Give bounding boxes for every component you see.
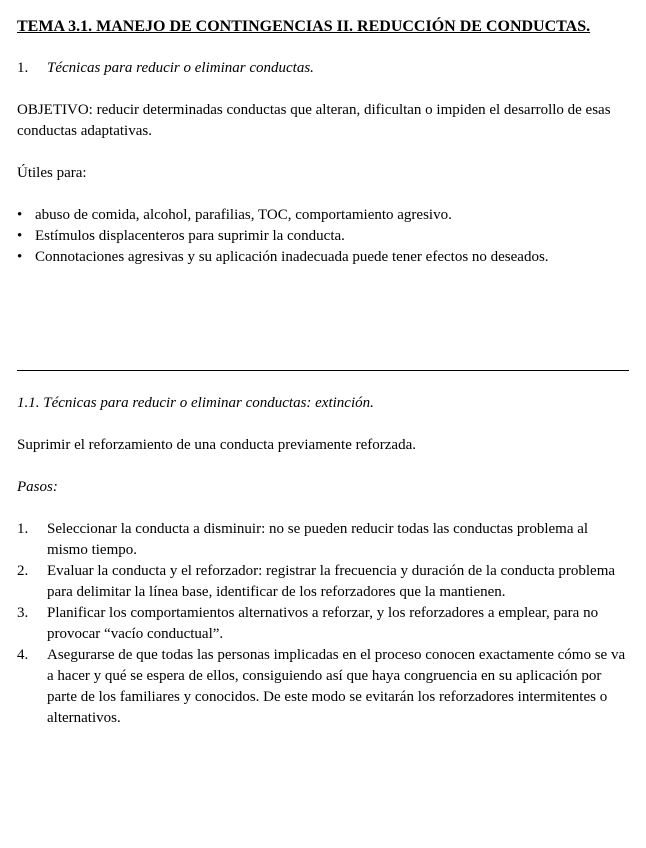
document-page bbox=[17, 16, 629, 268]
bullet-item bbox=[17, 226, 629, 247]
page-title: TEMA 3.1. MANEJO DE CONTINGENCIAS II. REDUCCIÓN DE CONDUCTAS. bbox=[17, 18, 591, 35]
step-number: 1. bbox=[17, 521, 29, 537]
section2-intro: Suprimir el reforzamiento de una conducta previamente reforzada. bbox=[17, 437, 416, 453]
step-number: 4. bbox=[17, 647, 29, 663]
useful-label: Útiles para: bbox=[17, 165, 87, 181]
objective-paragraph: OBJETIVO: reducir determinadas conductas que alteran, dificultan o impiden el desarrollo de esas conductas adaptativas. bbox=[17, 102, 611, 139]
section1-number: 1. bbox=[17, 60, 29, 76]
step-item bbox=[17, 561, 629, 603]
bullet-text: abuso de comida, alcohol, parafilias, TOC, comportamiento agresivo. bbox=[35, 207, 452, 223]
section1-heading bbox=[17, 58, 629, 79]
step-text: Evaluar la conducta y el reforzador: registrar la frecuencia y duración de la conducta problema para delimitar la línea base, identificar de los reforzadores que la mantienen. bbox=[47, 563, 616, 600]
section1-heading-text: Técnicas para reducir o eliminar conductas. bbox=[47, 60, 314, 76]
bullet-marker: • bbox=[17, 249, 23, 265]
step-text: Asegurarse de que todas las personas implicadas en el proceso conocen exactamente cómo se va a hacer y qué se espera de ellos, consiguiendo así que haya congruencia en su aplicación por parte de los familiares y conocidos. De este modo se evitarán los reforzadores intermitentes o alternativos. bbox=[47, 647, 626, 726]
step-item bbox=[17, 645, 629, 729]
bullet-marker: • bbox=[17, 207, 23, 223]
step-text: Seleccionar la conducta a disminuir: no se pueden reducir todas las conductas problema al mismo tiempo. bbox=[47, 521, 589, 558]
useful-bullet-list bbox=[17, 205, 629, 268]
bullet-text: Connotaciones agresivas y su aplicación inadecuada puede tener efectos no deseados. bbox=[35, 249, 549, 265]
steps-list bbox=[17, 519, 629, 729]
horizontal-divider bbox=[17, 370, 629, 371]
bullet-item bbox=[17, 205, 629, 226]
bullet-text: Estímulos displacenteros para suprimir la conducta. bbox=[35, 228, 345, 244]
bullet-marker: • bbox=[17, 228, 23, 244]
section2 bbox=[17, 393, 629, 729]
bullet-item bbox=[17, 247, 629, 268]
step-number: 3. bbox=[17, 605, 29, 621]
steps-label: Pasos: bbox=[17, 479, 58, 495]
step-item bbox=[17, 519, 629, 561]
step-text: Planificar los comportamientos alternativos a reforzar, y los reforzadores a emplear, para no provocar “vacío conductual”. bbox=[47, 605, 599, 642]
step-number: 2. bbox=[17, 563, 29, 579]
step-item bbox=[17, 603, 629, 645]
section2-heading: 1.1. Técnicas para reducir o eliminar conductas: extinción. bbox=[17, 395, 374, 411]
